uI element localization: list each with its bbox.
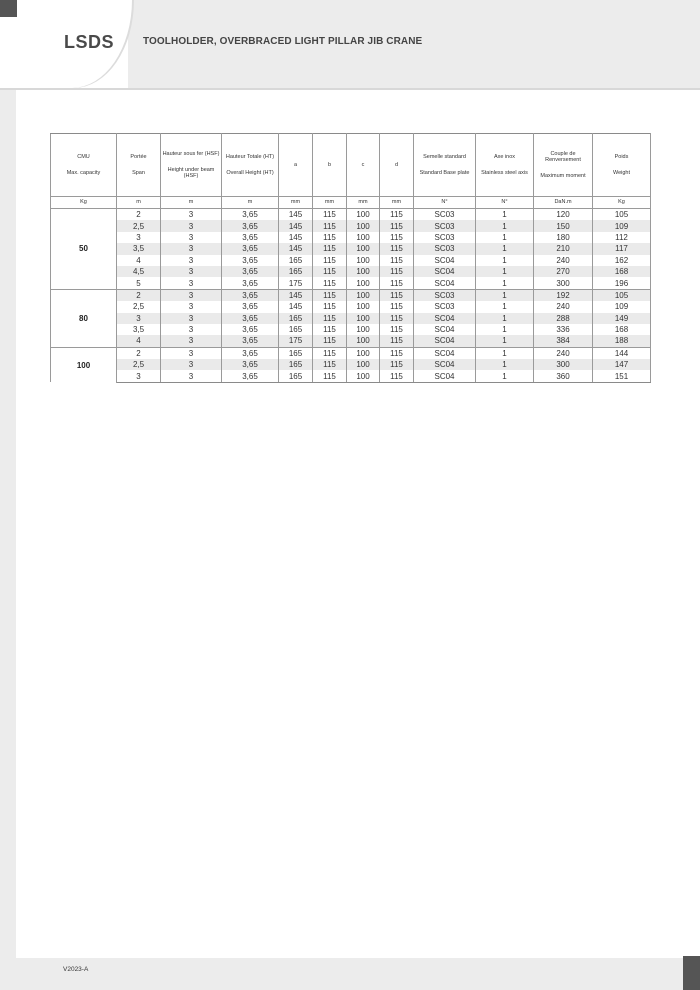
table-cell: 109 [593, 301, 651, 312]
table-cell: 115 [313, 313, 347, 324]
table-cell: 115 [313, 347, 347, 359]
column-header-fr: Portée [130, 154, 147, 160]
table-cell: 115 [380, 209, 414, 221]
table-cell: 2,5 [117, 301, 161, 312]
table-cell: 3 [117, 232, 161, 243]
table-cell: 3 [161, 335, 222, 347]
table-cell: 100 [347, 277, 380, 289]
table-cell: 1 [476, 347, 534, 359]
unit-cell: mm [347, 197, 380, 209]
column-header [117, 134, 161, 197]
table-cell: 168 [593, 324, 651, 335]
table-cell: SC04 [414, 347, 476, 359]
table-row [51, 209, 651, 221]
table-row [51, 313, 651, 324]
table-cell: 162 [593, 255, 651, 266]
column-header-en: Weight [612, 170, 631, 176]
page-title: TOOLHOLDER, OVERBRACED LIGHT PILLAR JIB CRANE [143, 36, 423, 47]
table-cell: 115 [380, 266, 414, 277]
table-cell: 151 [593, 370, 651, 382]
table-cell: 300 [534, 277, 593, 289]
column-header [51, 134, 117, 197]
table-cell: 360 [534, 370, 593, 382]
table-cell: 188 [593, 335, 651, 347]
table-cell: 115 [313, 232, 347, 243]
table-cell: 165 [279, 324, 313, 335]
table-cell: 115 [380, 243, 414, 254]
table-cell: 165 [279, 359, 313, 370]
column-header-label: d [394, 162, 399, 168]
table-cell: 3,65 [222, 255, 279, 266]
table-cell: 3 [161, 243, 222, 254]
table-cell: 1 [476, 289, 534, 301]
table-row [51, 359, 651, 370]
table-cell: 1 [476, 313, 534, 324]
table-cell: 115 [313, 289, 347, 301]
version-label: V2023-A [63, 966, 89, 973]
left-margin-strip [0, 90, 16, 958]
corner-marker-top-left [0, 0, 17, 17]
table-cell: 175 [279, 277, 313, 289]
unit-cell: mm [380, 197, 414, 209]
table-cell: 115 [313, 266, 347, 277]
table-cell: 1 [476, 301, 534, 312]
table-cell: 115 [313, 220, 347, 231]
table-cell: 5 [117, 277, 161, 289]
table-cell: 112 [593, 232, 651, 243]
table-cell: 3,65 [222, 232, 279, 243]
table-cell: 1 [476, 335, 534, 347]
table-cell: 175 [279, 335, 313, 347]
table-cell: 1 [476, 277, 534, 289]
table-cell: 3 [161, 255, 222, 266]
table-cell: 100 [347, 324, 380, 335]
table-cell: 196 [593, 277, 651, 289]
table-row [51, 232, 651, 243]
table-cell: SC04 [414, 313, 476, 324]
table-cell: SC03 [414, 301, 476, 312]
table-cell: 384 [534, 335, 593, 347]
table-cell: 1 [476, 359, 534, 370]
table-cell: 115 [313, 209, 347, 221]
table-cell: 115 [380, 232, 414, 243]
table-cell: 1 [476, 220, 534, 231]
header-divider [0, 88, 700, 90]
column-header [380, 134, 414, 197]
table-cell: SC04 [414, 335, 476, 347]
table-cell: 145 [279, 289, 313, 301]
column-header-label: b [327, 162, 332, 168]
table-row [51, 335, 651, 347]
table-cell: 3,65 [222, 301, 279, 312]
table-row [51, 243, 651, 254]
table-cell: 105 [593, 209, 651, 221]
table-cell: 165 [279, 347, 313, 359]
table-cell: 100 [347, 301, 380, 312]
table-cell: 105 [593, 289, 651, 301]
footer-band [16, 958, 700, 990]
column-header [476, 134, 534, 197]
table-cell: 3,65 [222, 209, 279, 221]
table-cell: 2 [117, 209, 161, 221]
table-cell: 100 [347, 289, 380, 301]
footer-left [0, 958, 16, 990]
column-header-en: Overall Height (HT) [226, 170, 274, 176]
table-cell: 210 [534, 243, 593, 254]
table-cell: 270 [534, 266, 593, 277]
table-cell: 165 [279, 255, 313, 266]
column-header-en: Span [132, 170, 145, 176]
table-cell: 3 [161, 313, 222, 324]
table-cell: SC04 [414, 277, 476, 289]
table-cell: 180 [534, 232, 593, 243]
table-cell: 115 [380, 324, 414, 335]
table-cell: 100 [347, 347, 380, 359]
table-cell: 1 [476, 243, 534, 254]
table-cell: 1 [476, 209, 534, 221]
table-cell: SC03 [414, 243, 476, 254]
table-cell: 120 [534, 209, 593, 221]
table-cell: 117 [593, 243, 651, 254]
column-header-en: Max. capacity [66, 170, 101, 176]
table-cell: 150 [534, 220, 593, 231]
table-cell: 115 [380, 301, 414, 312]
table-cell: 115 [380, 220, 414, 231]
table-cell: 100 [347, 232, 380, 243]
table-cell: SC03 [414, 220, 476, 231]
table-cell: 3 [161, 370, 222, 382]
table-row [51, 347, 651, 359]
column-header-en: Stainless steel axis [481, 170, 528, 176]
column-header [313, 134, 347, 197]
column-header [161, 134, 222, 197]
table-cell: 3 [161, 277, 222, 289]
table-cell: 145 [279, 220, 313, 231]
table-cell: 100 [347, 255, 380, 266]
table-cell: 1 [476, 232, 534, 243]
table-cell: 3 [117, 313, 161, 324]
table-cell: 240 [534, 255, 593, 266]
table-cell: 2 [117, 347, 161, 359]
table-cell: 115 [313, 335, 347, 347]
table-cell: 3,65 [222, 347, 279, 359]
column-header-fr: CMU [77, 154, 90, 160]
table-cell: 3 [117, 370, 161, 382]
column-header [347, 134, 380, 197]
table-cell: 100 [347, 243, 380, 254]
table-row [51, 289, 651, 301]
table-cell: 165 [279, 313, 313, 324]
table-cell: 3 [161, 359, 222, 370]
column-header [222, 134, 279, 197]
table-cell: SC04 [414, 266, 476, 277]
table-cell: 3,65 [222, 266, 279, 277]
capacity-cell: 50 [51, 209, 117, 290]
table-cell: 3,65 [222, 277, 279, 289]
table-cell: 3,65 [222, 370, 279, 382]
table-cell: 100 [347, 313, 380, 324]
column-header-en: Standard Base plate [419, 170, 470, 176]
table-row [51, 277, 651, 289]
table-cell: 144 [593, 347, 651, 359]
table-cell: 3 [161, 220, 222, 231]
table-cell: 3 [161, 209, 222, 221]
table-row [51, 220, 651, 231]
table-cell: 145 [279, 232, 313, 243]
unit-cell: m [161, 197, 222, 209]
column-header [414, 134, 476, 197]
table-cell: 192 [534, 289, 593, 301]
table-row [51, 370, 651, 382]
table-cell: SC04 [414, 370, 476, 382]
table-cell: 4 [117, 335, 161, 347]
unit-cell: mm [279, 197, 313, 209]
table-header-row [51, 134, 651, 197]
table-cell: 100 [347, 359, 380, 370]
table-row [51, 255, 651, 266]
brand-name: LSDS [64, 32, 115, 52]
column-header-fr: Hauteur sous fer (HSF) [162, 151, 220, 157]
capacity-cell: 80 [51, 289, 117, 347]
unit-cell: N° [476, 197, 534, 209]
table-cell: 147 [593, 359, 651, 370]
table-cell: 115 [313, 243, 347, 254]
column-header-label: a [293, 162, 298, 168]
table-cell: 115 [380, 277, 414, 289]
column-header [534, 134, 593, 197]
capacity-cell: 100 [51, 347, 117, 382]
table-cell: 3,65 [222, 335, 279, 347]
table-cell: 3,5 [117, 243, 161, 254]
table-cell: 149 [593, 313, 651, 324]
table-cell: 145 [279, 209, 313, 221]
table-cell: 2,5 [117, 220, 161, 231]
table-cell: SC03 [414, 289, 476, 301]
table-cell: 240 [534, 301, 593, 312]
table-cell: 115 [313, 370, 347, 382]
column-header-label: c [361, 162, 365, 168]
table-cell: 3,65 [222, 220, 279, 231]
table-cell: 1 [476, 324, 534, 335]
table-cell: 115 [313, 324, 347, 335]
table-cell: 288 [534, 313, 593, 324]
table-cell: 115 [313, 301, 347, 312]
table-row [51, 324, 651, 335]
table-cell: 100 [347, 209, 380, 221]
table-cell: 115 [313, 255, 347, 266]
table-cell: 115 [380, 370, 414, 382]
table-row [51, 301, 651, 312]
table-cell: SC04 [414, 359, 476, 370]
table-cell: 115 [313, 277, 347, 289]
table-cell: 115 [380, 289, 414, 301]
table-cell: 1 [476, 266, 534, 277]
table-cell: 3,65 [222, 243, 279, 254]
unit-cell: m [222, 197, 279, 209]
table-cell: 4,5 [117, 266, 161, 277]
table-cell: 115 [313, 359, 347, 370]
table-cell: 2 [117, 289, 161, 301]
unit-cell: DaN.m [534, 197, 593, 209]
table-cell: 1 [476, 255, 534, 266]
column-header-fr: Couple de Renversement [545, 151, 581, 163]
table-row [51, 266, 651, 277]
table-cell: 145 [279, 243, 313, 254]
unit-cell: m [117, 197, 161, 209]
table-cell: 3,5 [117, 324, 161, 335]
table-cell: 3 [161, 347, 222, 359]
table-cell: 3 [161, 289, 222, 301]
table-cell: 3,65 [222, 324, 279, 335]
table-cell: 145 [279, 301, 313, 312]
table-cell: 100 [347, 370, 380, 382]
table-cell: 3 [161, 301, 222, 312]
table-cell: 3,65 [222, 359, 279, 370]
corner-marker-bottom-right [683, 956, 700, 990]
table-cell: 100 [347, 266, 380, 277]
column-header-fr: Poids [614, 154, 629, 160]
column-header-fr: Axe inox [493, 154, 516, 160]
table-cell: 100 [347, 335, 380, 347]
table-cell: 240 [534, 347, 593, 359]
specification-table [50, 133, 651, 383]
column-header [593, 134, 651, 197]
table-cell: 165 [279, 370, 313, 382]
table-cell: 115 [380, 313, 414, 324]
table-cell: 3,65 [222, 289, 279, 301]
table-cell: 115 [380, 255, 414, 266]
table-cell: 3 [161, 232, 222, 243]
table-cell: SC03 [414, 232, 476, 243]
table-cell: SC04 [414, 255, 476, 266]
column-header-en: Maximum moment [540, 173, 586, 179]
table-cell: 3 [161, 324, 222, 335]
table-cell: 2,5 [117, 359, 161, 370]
table-cell: SC03 [414, 209, 476, 221]
table-cell: 168 [593, 266, 651, 277]
table-cell: 165 [279, 266, 313, 277]
table-cell: 100 [347, 220, 380, 231]
table-cell: 1 [476, 370, 534, 382]
table-cell: 109 [593, 220, 651, 231]
table-cell: 115 [380, 359, 414, 370]
unit-cell: mm [313, 197, 347, 209]
unit-cell: Kg [51, 197, 117, 209]
table-cell: 3 [161, 266, 222, 277]
units-row [51, 197, 651, 209]
table-cell: 300 [534, 359, 593, 370]
unit-cell: Kg [593, 197, 651, 209]
table-cell: 4 [117, 255, 161, 266]
table-cell: 336 [534, 324, 593, 335]
column-header-fr: Semelle standard [423, 154, 466, 160]
column-header [279, 134, 313, 197]
table-cell: SC04 [414, 324, 476, 335]
table-cell: 115 [380, 335, 414, 347]
table-cell: 3,65 [222, 313, 279, 324]
table-cell: 115 [380, 347, 414, 359]
unit-cell: N° [414, 197, 476, 209]
column-header-en: Height under beam (HSF) [167, 167, 215, 179]
column-header-fr: Hauteur Totale (HT) [225, 154, 275, 160]
